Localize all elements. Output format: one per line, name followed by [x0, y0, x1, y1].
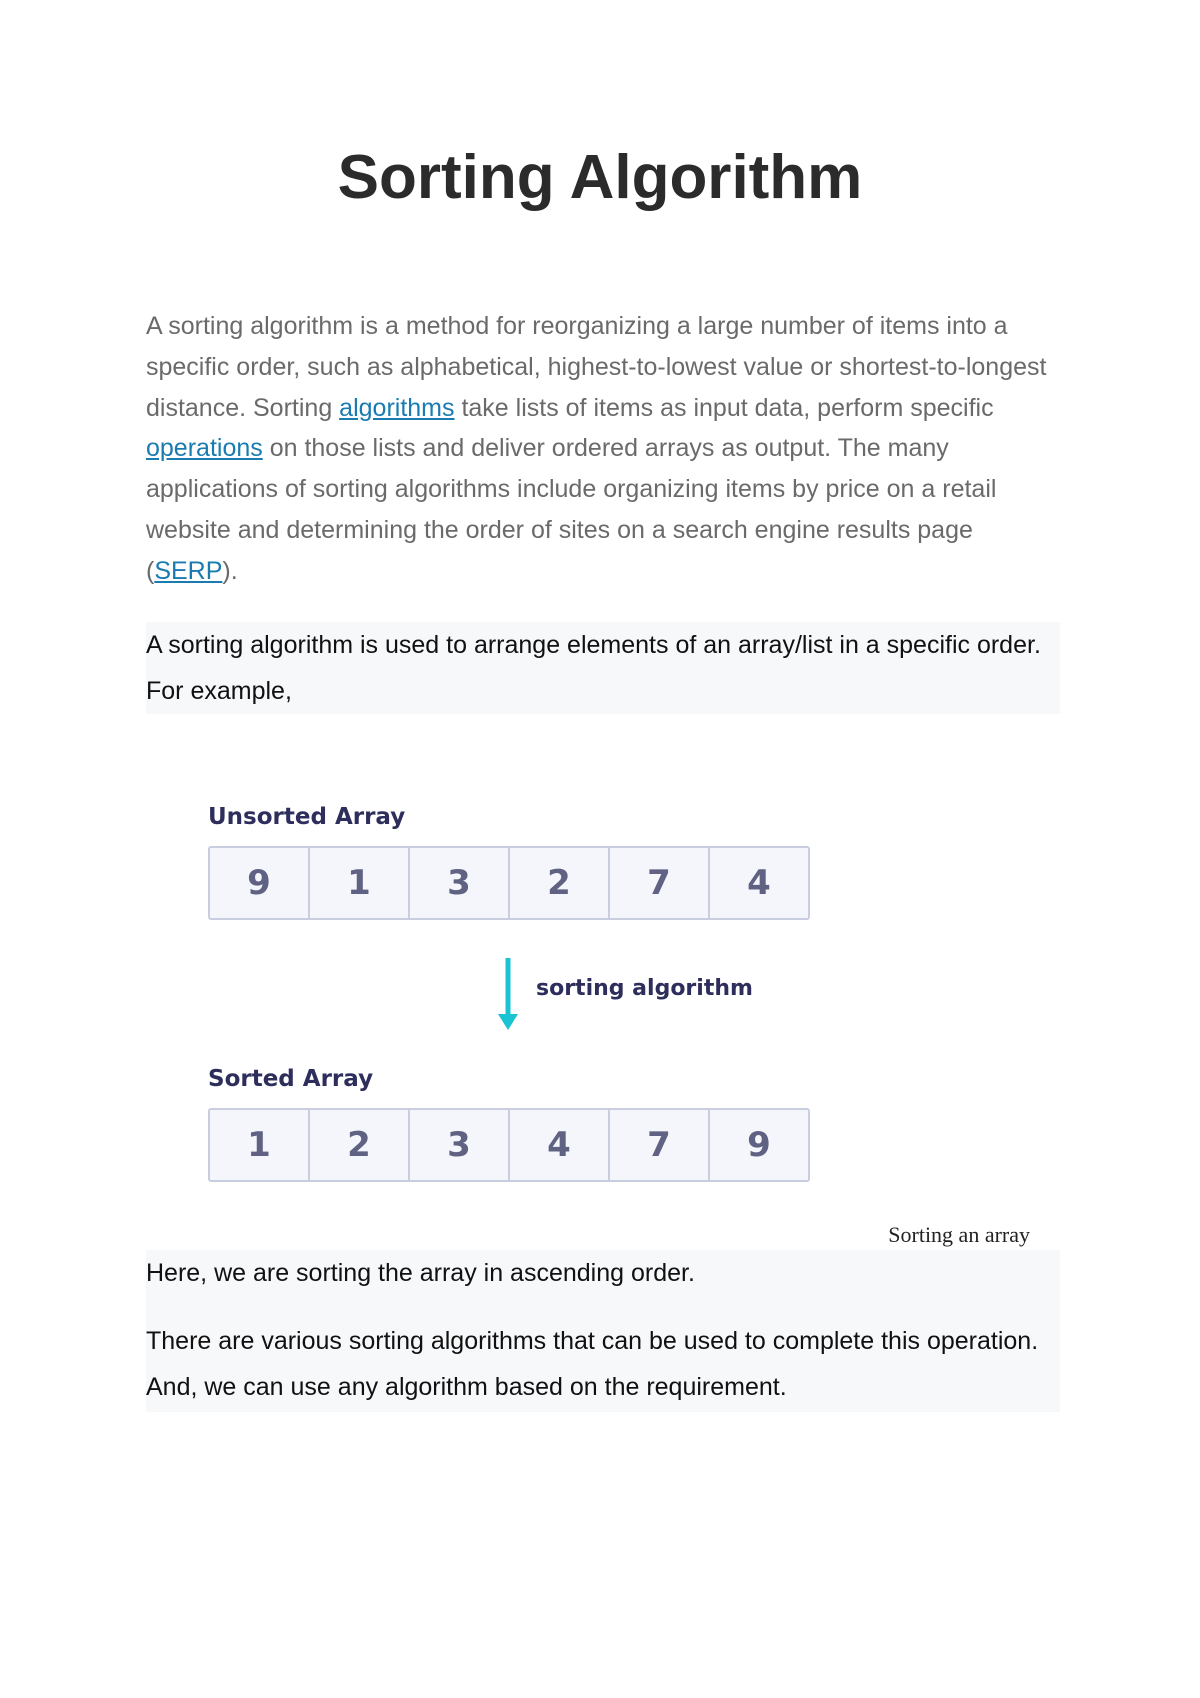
- sorting-algorithm-label: sorting algorithm: [536, 976, 753, 1001]
- sorted-cell: 2: [310, 1110, 410, 1180]
- unsorted-array: [208, 846, 810, 920]
- serp-link[interactable]: SERP: [154, 556, 223, 585]
- sorted-array: [208, 1108, 810, 1182]
- summary-paragraph-1: Here, we are sorting the array in ascending order.: [146, 1259, 695, 1287]
- unsorted-cell: 1: [310, 848, 410, 918]
- sorted-cell: 1: [210, 1110, 310, 1180]
- example-callout: [146, 622, 1060, 714]
- unsorted-cell: 9: [210, 848, 310, 918]
- sorted-cell: 4: [510, 1110, 610, 1180]
- intro-text-4: ).: [222, 556, 238, 585]
- unsorted-cell: 3: [410, 848, 510, 918]
- intro-text-2: take lists of items as input data, perform specific: [454, 393, 994, 422]
- figure-caption: Sorting an array: [888, 1222, 1030, 1247]
- down-arrow-icon: [496, 958, 520, 1032]
- operations-link[interactable]: operations: [146, 434, 263, 463]
- sorted-cell: 3: [410, 1110, 510, 1180]
- sorting-figure: [200, 790, 840, 1210]
- summary-paragraph-2: There are various sorting algorithms that can be used to complete this operation. And, we can use any algorithm based on the requirement.: [146, 1327, 1039, 1401]
- callout-text: A sorting algorithm is used to arrange elements of an array/list in a specific order. For example,: [146, 631, 1041, 705]
- unsorted-cell: 4: [747, 863, 771, 903]
- intro-text-1: A sorting algorithm is a method for reorganizing a large number of items into a specific order, such as alphabetical, highest-to-lowest value or shortest-to-longest distance. Sorting: [146, 312, 1047, 422]
- sorted-cell: 9: [747, 1125, 771, 1165]
- unsorted-cell: 2: [510, 848, 610, 918]
- summary-callout: [146, 1250, 1060, 1412]
- intro-text-3: on those lists and deliver ordered arrays as output. The many applications of sorting algorithms include organizing items by price on a retail website and determining the order of sites on a search engine results page (: [146, 434, 997, 585]
- unsorted-cell: 7: [610, 848, 710, 918]
- algorithms-link[interactable]: algorithms: [339, 393, 455, 422]
- unsorted-array-label: Unsorted Array: [208, 804, 406, 830]
- page-title: Sorting Algorithm: [337, 143, 863, 212]
- sorted-array-label: Sorted Array: [208, 1066, 374, 1092]
- intro-paragraph: [146, 306, 1061, 592]
- sorted-cell: 7: [610, 1110, 710, 1180]
